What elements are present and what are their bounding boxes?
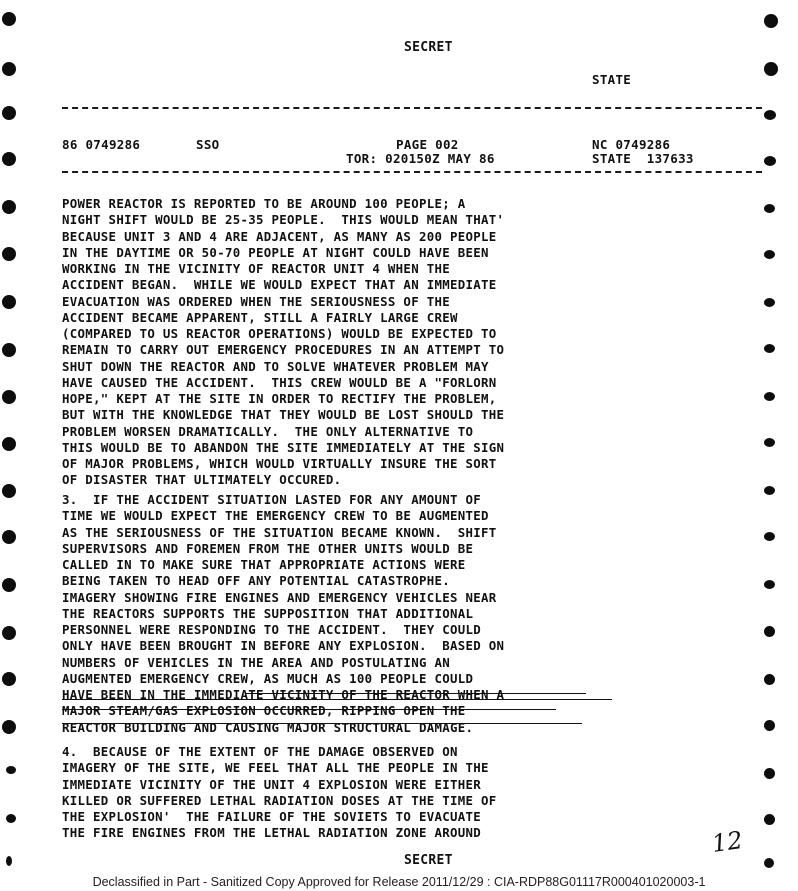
text-line: EVACUATION WAS ORDERED WHEN THE SERIOUSNESS OF THE — [62, 293, 450, 309]
punch-hole-mark — [764, 298, 775, 307]
text-line: IMAGERY OF THE SITE, WE FEEL THAT ALL THE PEOPLE IN THE — [62, 760, 489, 776]
state-number: STATE 137633 — [592, 151, 694, 166]
declassification-footer: Declassified in Part - Sanitized Copy Approved for Release 2011/12/29 : CIA-RDP88G01117R000401020003-1 — [92, 875, 706, 889]
text-line: IN THE DAYTIME OR 50-70 PEOPLE AT NIGHT COULD HAVE BEEN — [62, 244, 489, 260]
punch-hole-mark — [764, 580, 775, 589]
time-of-receipt: TOR: 020150Z MAY 86 — [346, 151, 495, 166]
punch-hole-mark — [764, 156, 776, 166]
punch-hole-mark — [2, 578, 16, 592]
punch-hole-mark — [2, 12, 16, 26]
text-line: THE EXPLOSION' THE FAILURE OF THE SOVIETS TO EVACUATE — [62, 809, 482, 824]
text-line: IMAGERY SHOWING FIRE ENGINES AND EMERGENCY VEHICLES NEAR — [62, 589, 497, 605]
text-line: AUGMENTED EMERGENCY CREW, AS MUCH AS 100 PEOPLE COULD — [62, 670, 474, 686]
punch-hole-mark — [764, 674, 775, 685]
punch-hole-mark — [2, 247, 16, 261]
text-line: OF MAJOR PROBLEMS, WHICH WOULD VIRTUALLY INSURE THE SORT — [62, 456, 497, 471]
text-line: MAJOR STEAM/GAS EXPLOSION OCCURRED, RIPPING OPEN THE — [62, 703, 466, 719]
text-line: 4. BECAUSE OF THE EXTENT OF THE DAMAGE OBSERVED ON — [62, 744, 458, 759]
punch-hole-mark — [764, 204, 775, 213]
nc-number: NC 0749286 — [592, 137, 671, 152]
punch-hole-mark — [764, 250, 775, 259]
hand-underline — [62, 723, 582, 724]
punch-hole-mark — [6, 766, 16, 774]
message-ref: 86 0749286 — [62, 137, 141, 152]
punch-hole-mark — [764, 62, 778, 76]
hand-strikethrough — [62, 709, 556, 710]
punch-hole-mark — [764, 486, 775, 495]
punch-hole-mark — [2, 62, 16, 76]
punch-hole-mark — [764, 626, 775, 637]
paragraph-4 — [62, 744, 497, 842]
text-line: 3. IF THE ACCIDENT SITUATION LASTED FOR ANY AMOUNT OF — [62, 492, 482, 507]
text-line: THE FIRE ENGINES FROM THE LETHAL RADIATION ZONE AROUND — [62, 825, 482, 841]
text-line: SUPERVISORS AND FOREMEN FROM THE OTHER UNITS WOULD BE — [62, 540, 474, 556]
text-line: REMAIN TO CARRY OUT EMERGENCY PROCEDURES IN AN ATTEMPT TO — [62, 342, 505, 358]
text-line: NIGHT SHIFT WOULD BE 25-35 PEOPLE. THIS WOULD MEAN THAT' — [62, 212, 505, 228]
punch-hole-mark — [764, 858, 774, 868]
text-line: HAVE CAUSED THE ACCIDENT. THIS CREW WOULD BE A "FORLORN — [62, 374, 497, 390]
punch-hole-mark — [6, 856, 12, 866]
text-line: IMMEDIATE VICINITY OF THE UNIT 4 EXPLOSION WERE EITHER — [62, 776, 482, 792]
hand-underline — [62, 699, 612, 700]
text-line: BEING TAKEN TO HEAD OFF ANY POTENTIAL CATASTROPHE. — [62, 573, 450, 589]
text-line: OF DISASTER THAT ULTIMATELY OCCURED. — [62, 472, 342, 488]
text-line: BECAUSE UNIT 3 AND 4 ARE ADJACENT, AS MANY AS 200 PEOPLE — [62, 228, 497, 244]
text-line: SHUT DOWN THE REACTOR AND TO SOLVE WHATEVER PROBLEM MAY — [62, 358, 489, 374]
punch-hole-mark — [764, 814, 775, 825]
text-line: CALLED IN TO MAKE SURE THAT APPROPRIATE ACTIONS WERE — [62, 557, 466, 572]
text-line: WORKING IN THE VICINITY OF REACTOR UNIT 4 WHEN THE — [62, 261, 450, 276]
page-indicator: PAGE 002 — [396, 137, 459, 152]
text-line: (COMPARED TO US REACTOR OPERATIONS) WOULD BE EXPECTED TO — [62, 326, 497, 341]
text-line: AS THE SERIOUSNESS OF THE SITUATION BECAME KNOWN. SHIFT — [62, 524, 497, 540]
text-line: POWER REACTOR IS REPORTED TO BE AROUND 100 PEOPLE; A — [62, 196, 466, 211]
text-line: ONLY HAVE BEEN BROUGHT IN BEFORE ANY EXPLOSION. BASED ON — [62, 638, 505, 654]
punch-hole-mark — [2, 437, 16, 451]
punch-hole-mark — [2, 390, 16, 404]
punch-hole-mark — [764, 438, 775, 447]
handwritten-page-number: 12 — [710, 826, 745, 858]
punch-hole-mark — [2, 672, 16, 686]
routing-label: STATE — [592, 72, 632, 87]
punch-hole-mark — [2, 720, 16, 734]
punch-hole-mark — [764, 344, 775, 353]
text-line: NUMBERS OF VEHICLES IN THE AREA AND POSTULATING AN — [62, 654, 450, 670]
punch-hole-mark — [764, 720, 775, 731]
text-line: THE REACTORS SUPPORTS THE SUPPOSITION THAT ADDITIONAL — [62, 605, 474, 621]
office-code: SSO — [196, 137, 220, 152]
paragraph-2-continued — [62, 196, 504, 489]
text-line: ACCIDENT BECAME APPARENT, STILL A FAIRLY LARGE CREW — [62, 309, 458, 325]
punch-hole-mark — [764, 110, 776, 120]
text-line: BUT WITH THE KNOWLEDGE THAT THEY WOULD BE LOST SHOULD THE — [62, 407, 505, 423]
text-line: THIS WOULD BE TO ABANDON THE SITE IMMEDIATELY AT THE SIGN — [62, 439, 505, 455]
text-line: ACCIDENT BEGAN. WHILE WE WOULD EXPECT THAT AN IMMEDIATE — [62, 277, 497, 293]
text-line: PROBLEM WORSEN DRAMATICALLY. THE ONLY ALTERNATIVE TO — [62, 423, 474, 439]
punch-hole-mark — [2, 295, 16, 309]
punch-hole-mark — [2, 200, 16, 214]
punch-hole-mark — [6, 814, 16, 823]
punch-hole-mark — [2, 530, 16, 544]
punch-hole-mark — [2, 343, 16, 357]
punch-hole-mark — [2, 106, 16, 120]
classification-top: SECRET — [404, 40, 453, 55]
punch-hole-mark — [2, 152, 16, 166]
punch-hole-mark — [764, 532, 775, 541]
text-line: REACTOR BUILDING AND CAUSING MAJOR STRUCTURAL DAMAGE. — [62, 719, 474, 735]
punch-hole-mark — [2, 626, 16, 640]
punch-hole-mark — [764, 392, 775, 401]
text-line: TIME WE WOULD EXPECT THE EMERGENCY CREW TO BE AUGMENTED — [62, 508, 489, 524]
text-line: HOPE," KEPT AT THE SITE IN ORDER TO RECTIFY THE PROBLEM, — [62, 391, 497, 406]
classification-bottom: SECRET — [404, 853, 453, 868]
punch-hole-mark — [2, 484, 16, 498]
text-line: KILLED OR SUFFERED LETHAL RADIATION DOSES AT THE TIME OF — [62, 792, 497, 808]
text-line: HAVE BEEN IN THE IMMEDIATE VICINITY OF THE REACTOR WHEN A — [62, 687, 505, 702]
header-rule-top — [62, 107, 762, 109]
hand-strikethrough — [246, 693, 586, 694]
punch-hole-mark — [764, 14, 778, 28]
header-rule-bottom — [62, 171, 762, 173]
text-line: PERSONNEL WERE RESPONDING TO THE ACCIDENT. THEY COULD — [62, 622, 482, 637]
punch-hole-mark — [764, 768, 775, 779]
